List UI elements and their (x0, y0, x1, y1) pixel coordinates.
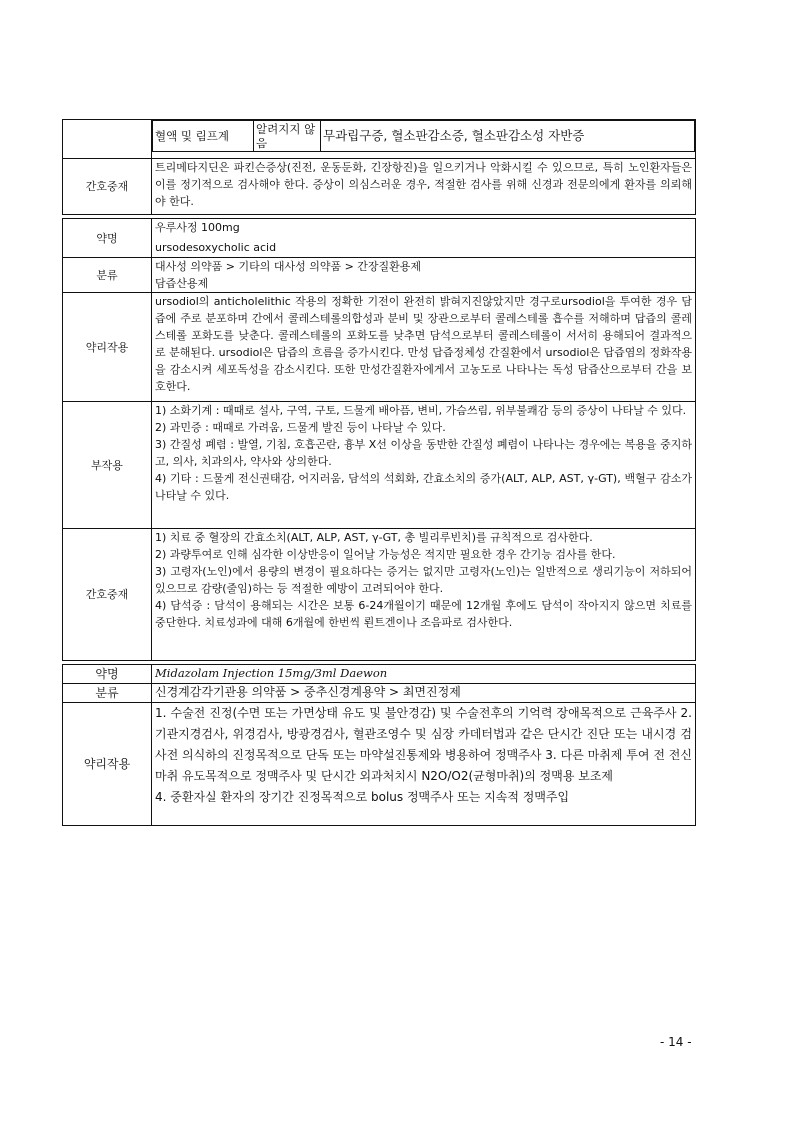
pharmacology-cell (152, 703, 696, 826)
table-row (63, 293, 696, 402)
table-row (63, 120, 696, 159)
table-ursodiol (62, 218, 696, 661)
table-midazolam (62, 664, 696, 826)
class-sub: 담즙산용제 (155, 277, 209, 290)
side-effects-cell (152, 402, 696, 529)
row-label-nursing: 간호중재 (63, 529, 152, 661)
drug-name: 우루사정 100mg (155, 221, 240, 234)
frequency-cell: 알려지지 않음 (254, 121, 321, 152)
drug-generic-name: ursodesoxycholic acid (155, 241, 277, 254)
drug-name: Midazolam Injection 15mg/3ml Daewon (152, 665, 696, 684)
table-row (63, 258, 696, 293)
table-row (63, 219, 696, 258)
list-item: 1) 치료 중 혈장의 간효소치(ALT, ALP, AST, γ-GT, 총 빌리루빈치)를 규칙적으로 검사한다. (155, 531, 593, 544)
row-label-nursing: 간호중재 (63, 159, 152, 215)
list-item: 2) 과민증 : 때때로 가려움, 드물게 발진 등이 나타날 수 있다. (155, 421, 446, 434)
class-path: 신경계감각기관용 의약품 > 중추신경계용약 > 최면진정제 (152, 684, 696, 703)
side-effect-cell (152, 120, 696, 159)
empty-label-cell (63, 120, 152, 159)
table-trimetazidine (62, 119, 696, 215)
row-label-side-effects: 부작용 (63, 402, 152, 529)
list-item: 3) 간질성 폐렴 : 발열, 기침, 호흡곤란, 흉부 X선 이상을 동반한 간질성 폐렴이 나타나는 경우에는 복용을 중지하고, 의사, 치과의사, 약사와 상의한다. (155, 438, 692, 468)
list-item: 2) 과량투여로 인해 심각한 이상반응이 일어날 가능성은 적지만 필요한 경우 간기능 검사를 한다. (155, 548, 616, 561)
table-row (63, 159, 696, 215)
row-label-class: 분류 (63, 258, 152, 293)
list-item: 4) 담석증 : 담석이 용해되는 시간은 보통 6-24개월이기 때문에 12개월 후에도 담석이 작아지지 않으면 치료를 중단한다. 치료성과에 대해 6개월에 한번씩 뢴트겐이나 조음파로 검사한다. (155, 599, 692, 629)
nursing-cell (152, 529, 696, 661)
description-cell: 무과립구증, 혈소판감소증, 혈소판감소성 자반증 (321, 121, 695, 152)
nursing-text: 트리메타지딘은 파킨슨증상(진전, 운동둔화, 긴장항진)을 일으키거나 악화시킬 수 있으므로, 특히 노인환자들은 이를 정기적으로 검사해야 한다. 증상이 의심스러운 경우, 적절한 검사를 위해 신경과 전문의에게 환자를 의뢰해야 한다. (152, 159, 696, 215)
pharmacology-text: ursodiol의 anticholelithic 작용의 정확한 기전이 완전히 밝혀지진않았지만 경구로ursodiol을 투여한 경우 담즙에 주로 분포하며 간에서 콜레스테롤의합성과 분비 및 장관으로부터 콜레스테롤 흡수를 저해하며 답즙의 콜레스테롤 포화도를 낮춘다. 콜레스테롤의 포화도를 낮추면 담석으로부터 콜레스테롤이 서서히 용해되어 결과적으로 분해된다. ursodiol은 답즙의 흐름을 증가시킨다. 만성 답즙정체성 간질환에서 ursodiol은 답즙염의 정화작용을 감소시켜 세포독성을 감소시킨다. 또한 만성간질환자에게서 고농도로 나타나는 독성 담즙산으로부터 간을 보호한다. (152, 293, 696, 402)
class-cell (152, 258, 696, 293)
table-row (63, 665, 696, 684)
row-label-pharmacology: 약리작용 (63, 293, 152, 402)
table-row (63, 684, 696, 703)
list-item: 4) 기타 : 드물게 전신권태감, 어지러움, 담석의 석회화, 간효소치의 증가(ALT, ALP, AST, γ-GT), 백혈구 감소가 나타날 수 있다. (155, 472, 692, 502)
table-row (63, 402, 696, 529)
list-item: 1) 소화기계 : 때때로 설사, 구역, 구토, 드물게 배아픔, 변비, 가슴쓰림, 위부불쾌감 등의 증상이 나타날 수 있다. (155, 404, 687, 417)
row-label-name: 약명 (63, 219, 152, 258)
document-page (62, 119, 696, 826)
pharmacology-text: 1. 수술전 진정(수면 또는 가면상태 유도 및 불안경감) 및 수술전후의 기억력 장애목적으로 근육주사 2. 기관지경검사, 위경검사, 방광경검사, 혈관조영수 및 심장 카데터법과 같은 단시간 진단 또는 내시경 검사전 의식하의 진정목적으로 단독 또는 마약설진통제와 병용하여 정맥주사 3. 다른 마취제 투여 전 전신마취 유도목적으로 정맥주사 및 단시간 외과처치시 N2O/O2(균형마취)의 정맥용 보조제 (155, 706, 692, 783)
page-number: - 14 - (660, 1035, 692, 1049)
row-label-pharmacology: 약리작용 (63, 703, 152, 826)
class-path: 대사성 의약품 > 기타의 대사성 의약품 > 간장질환용제 (155, 260, 422, 273)
category-cell: 혈액 및 림프계 (153, 121, 254, 152)
row-label-name: 약명 (63, 665, 152, 684)
pharmacology-text-2: 4. 중환자실 환자의 장기간 진정목적으로 bolus 정맥주사 또는 지속적 정맥주입 (155, 790, 570, 804)
table-row (63, 529, 696, 661)
list-item: 3) 고령자(노인)에서 용량의 변경이 필요하다는 증거는 없지만 고령자(노인)는 일반적으로 생리기능이 저하되어 있으므로 감량(줄임)하는 등 적절한 예방이 고려되어야 한다. (155, 565, 692, 595)
table-row (63, 703, 696, 826)
drug-name-cell (152, 219, 696, 258)
side-effect-subtable (152, 120, 695, 152)
row-label-class: 분류 (63, 684, 152, 703)
